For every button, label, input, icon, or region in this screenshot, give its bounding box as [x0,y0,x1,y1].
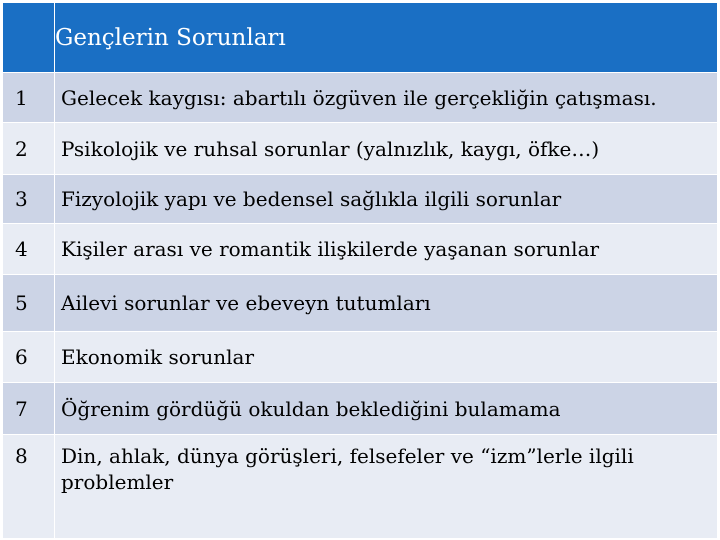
table-row [3,123,718,175]
row-number: 7 [3,383,55,435]
table-row [3,224,718,275]
row-number: 8 [3,435,55,539]
header-number-cell [3,3,55,73]
row-text: Kişiler arası ve romantik ilişkilerde yaşanan sorunlar [55,224,718,275]
table-row [3,275,718,332]
table-header-row [3,3,718,73]
table-row [3,383,718,435]
table-row [3,435,718,539]
table-title: Gençlerin Sorunları [55,3,718,73]
row-text: Fizyolojik yapı ve bedensel sağlıkla ilgili sorunlar [55,175,718,224]
row-number: 1 [3,73,55,123]
row-text: Din, ahlak, dünya görüşleri, felsefeler ve “izm”lerle ilgili problemler [55,435,718,539]
row-text: Ekonomik sorunlar [55,332,718,383]
row-text: Psikolojik ve ruhsal sorunlar (yalnızlık, kaygı, öfke…) [55,123,718,175]
row-text: Gelecek kaygısı: abartılı özgüven ile gerçekliğin çatışması. [55,73,718,123]
problems-table [2,2,718,539]
row-text: Öğrenim gördüğü okuldan beklediğini bulamama [55,383,718,435]
row-text: Ailevi sorunlar ve ebeveyn tutumları [55,275,718,332]
row-number: 4 [3,224,55,275]
row-number: 5 [3,275,55,332]
table-row [3,175,718,224]
row-number: 2 [3,123,55,175]
table-row [3,332,718,383]
row-number: 3 [3,175,55,224]
table-row [3,73,718,123]
row-number: 6 [3,332,55,383]
